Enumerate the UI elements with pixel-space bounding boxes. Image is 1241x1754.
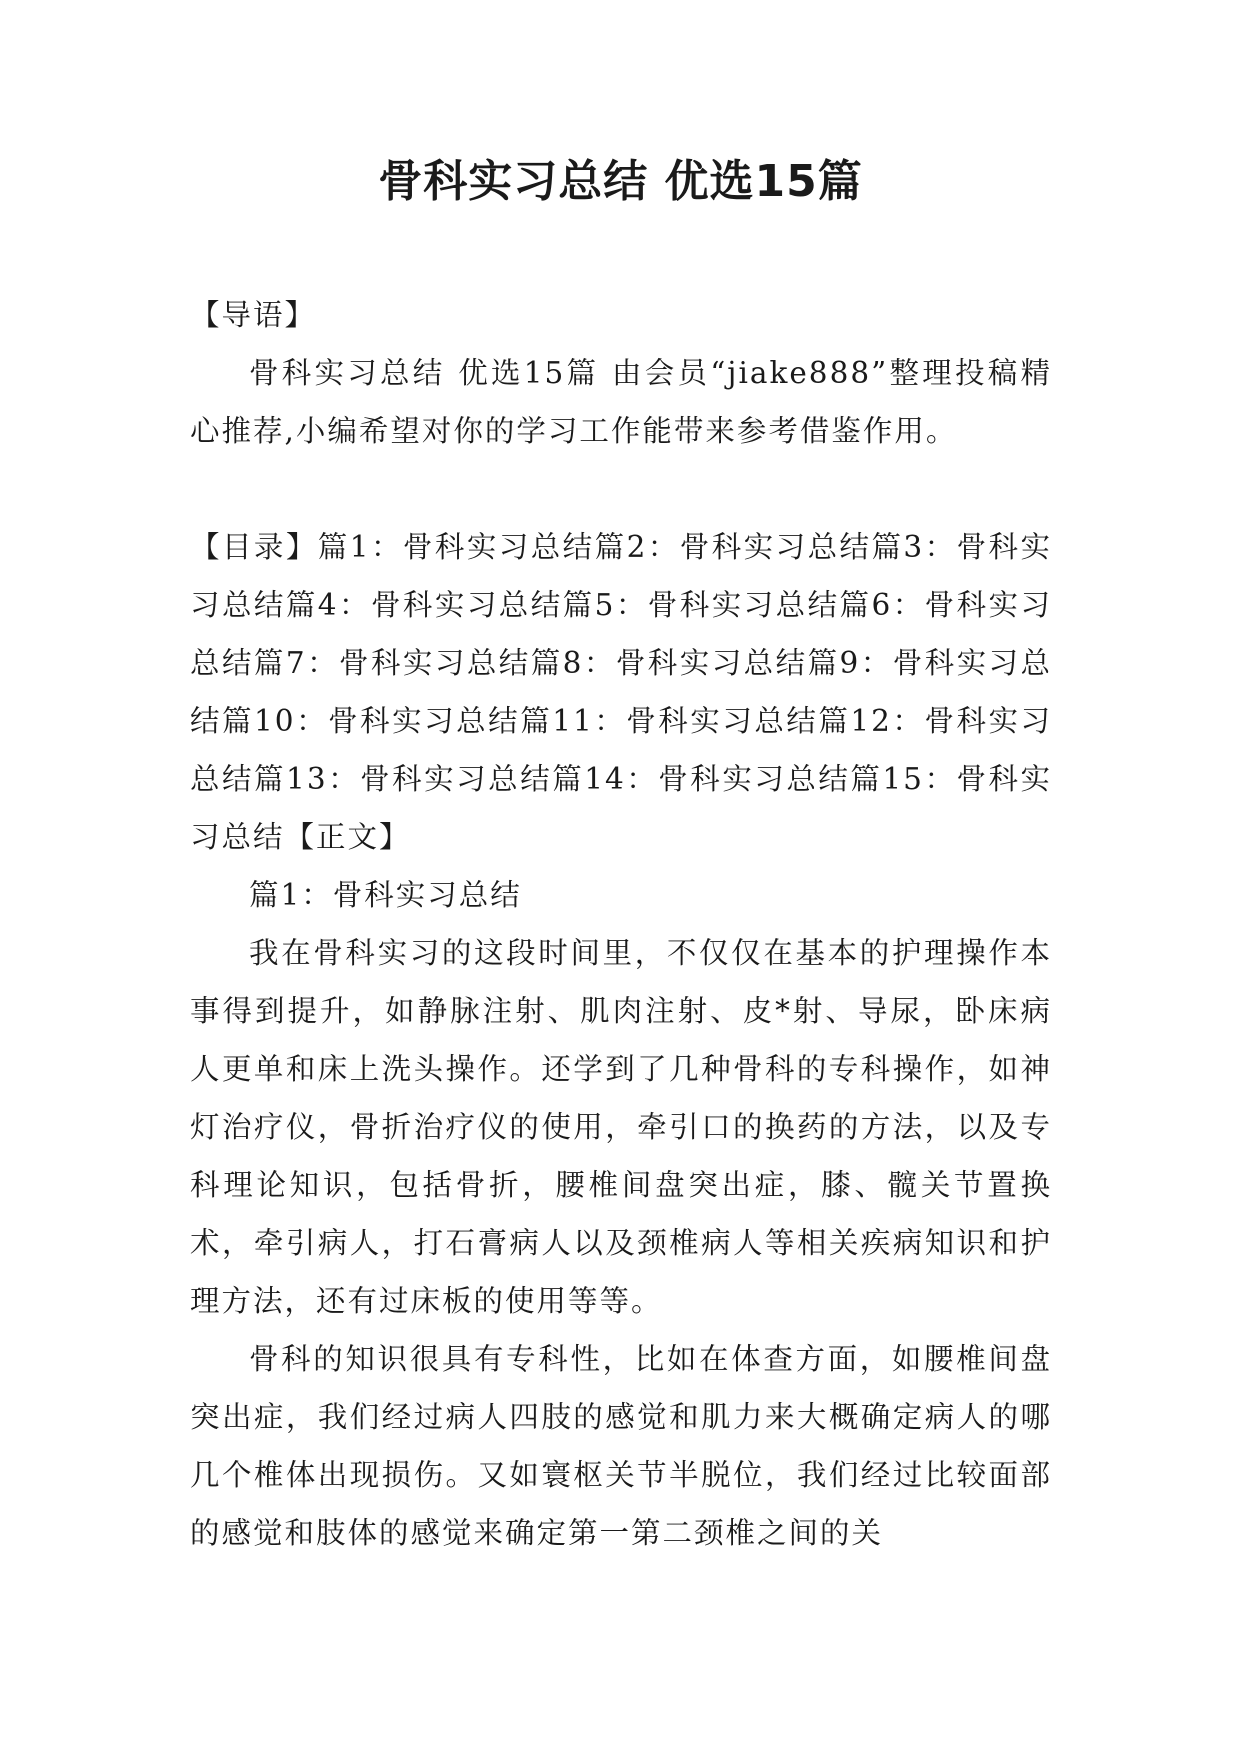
intro-heading: 【导语】 <box>190 298 317 332</box>
table-of-contents: 【目录】篇1：骨科实习总结篇2：骨科实习总结篇3：骨科实习总结篇4：骨科实习总结篇5：骨科实习总结篇6：骨科实习总结篇7：骨科实习总结篇8：骨科实习总结篇9：骨科实习总结篇10：骨科实习总结篇11：骨科实习总结篇12：骨科实习总结篇13：骨科实习总结篇14：骨科实习总结篇15：骨科实习总结【正文】 <box>190 530 1052 854</box>
intro-paragraph: 骨科实习总结 优选15篇 由会员“jiake888”整理投稿精心推荐,小编希望对你的学习工作能带来参考借鉴作用。 <box>190 356 1052 448</box>
document-title: 骨科实习总结 优选15篇 <box>378 156 863 207</box>
body-paragraph-2: 骨科的知识很具有专科性，比如在体查方面，如腰椎间盘突出症，我们经过病人四肢的感觉和肌力来大概确定病人的哪几个椎体出现损伤。又如寰枢关节半脱位，我们经过比较面部的感觉和肢体的感觉来确定第一第二颈椎之间的关 <box>190 1342 1052 1550</box>
section-heading: 篇1：骨科实习总结 <box>249 878 522 912</box>
body-paragraph-1: 我在骨科实习的这段时间里，不仅仅在基本的护理操作本事得到提升，如静脉注射、肌肉注射、皮*射、导尿，卧床病人更单和床上洗头操作。还学到了几种骨科的专科操作，如神灯治疗仪，骨折治疗仪的使用，牵引口的换药的方法，以及专科理论知识，包括骨折，腰椎间盘突出症，膝、髋关节置换术，牵引病人，打石膏病人以及颈椎病人等相关疾病知识和护理方法，还有过床板的使用等等。 <box>190 936 1052 1318</box>
paragraph-gap <box>190 460 1052 518</box>
document-body <box>190 286 1052 1562</box>
